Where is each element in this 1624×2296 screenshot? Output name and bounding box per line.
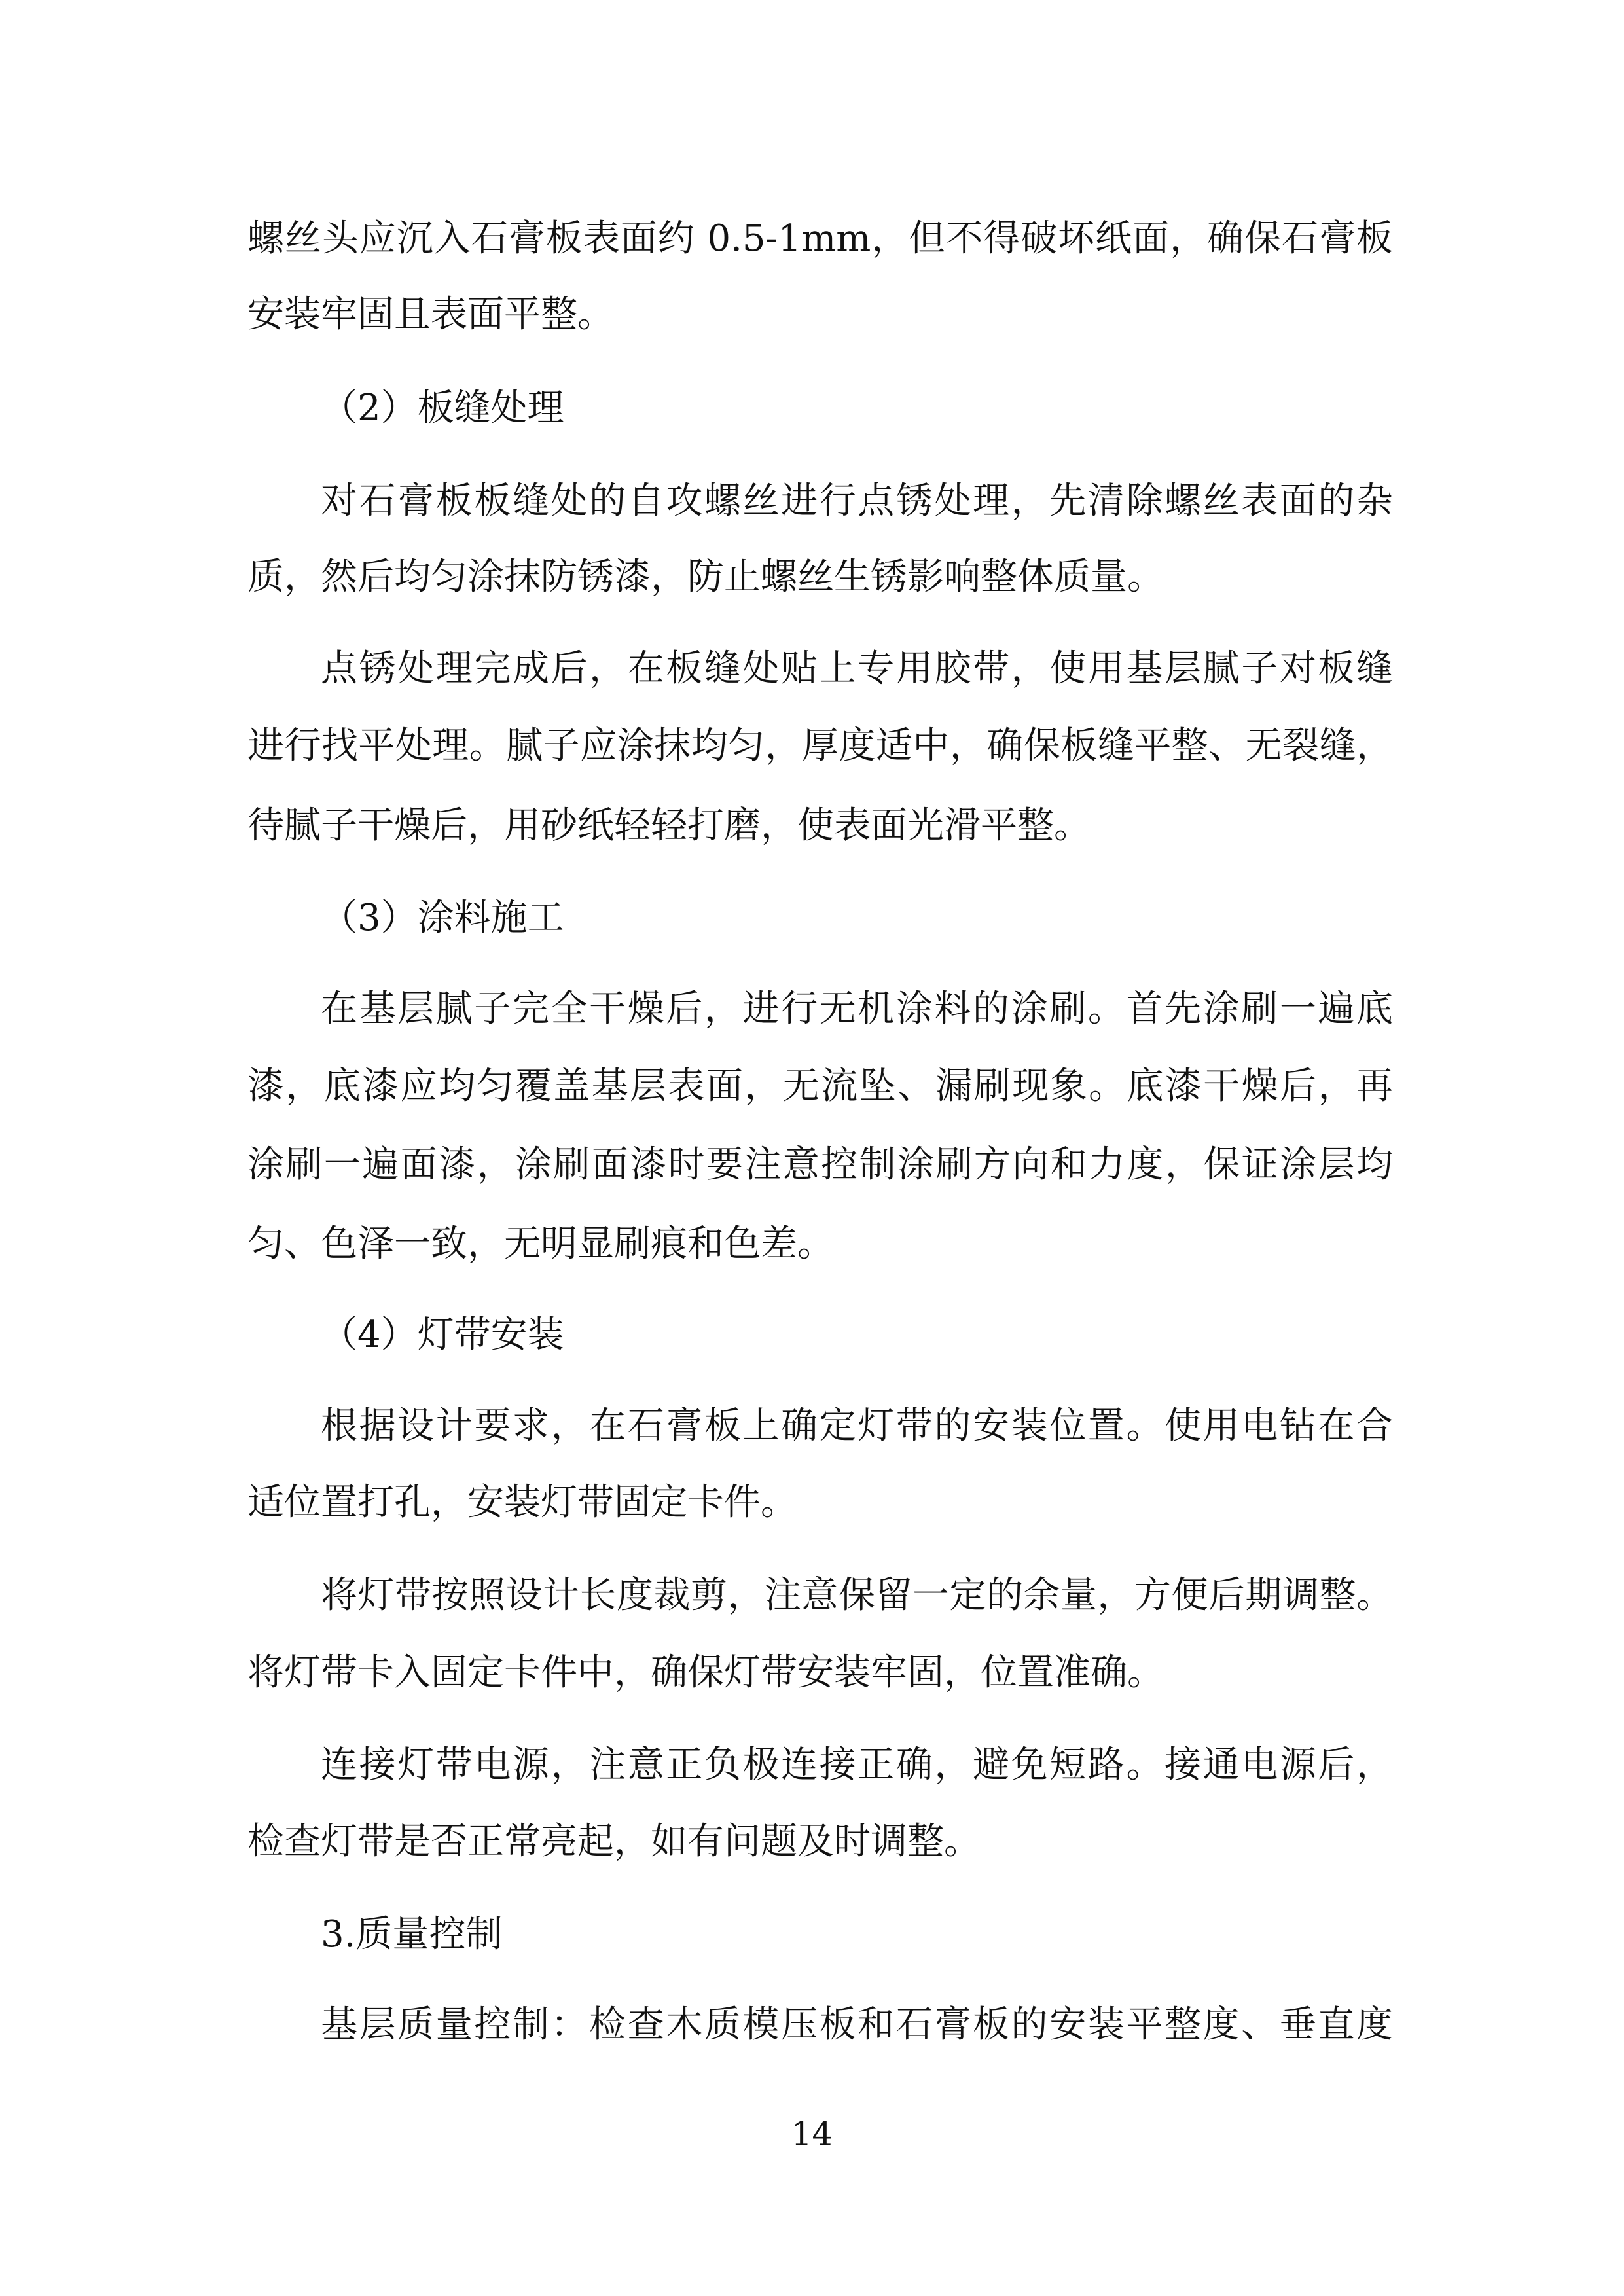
paragraph-line-4: 对石膏板板缝处的自攻螺丝进行点锈处理，先清除螺丝表面的杂 — [321, 480, 1393, 522]
paragraph-line-22: 基层质量控制：检查木质模压板和石膏板的安装平整度、垂直度 — [321, 2003, 1393, 2046]
section-heading-board-joint: （2）板缝处理 — [321, 387, 564, 429]
paragraph-line-5: 质，然后均匀涂抹防锈漆，防止螺丝生锈影响整体质量。 — [247, 556, 1164, 598]
paragraph-line-13: 匀、色泽一致，无明显刷痕和色差。 — [247, 1223, 834, 1265]
paragraph-line-12: 涂刷一遍面漆，涂刷面漆时要注意控制涂刷方向和力度，保证涂层均 — [247, 1143, 1393, 1186]
paragraph-line-1: 螺丝头应沉入石膏板表面约 0.5-1mm，但不得破坏纸面，确保石膏板 — [247, 217, 1393, 260]
section-heading-coating: （3）涂料施工 — [321, 897, 564, 939]
paragraph-line-11: 漆，底漆应均匀覆盖基层表面，无流坠、漏刷现象。底漆干燥后，再 — [247, 1065, 1393, 1107]
paragraph-line-16: 适位置打孔，安装灯带固定卡件。 — [247, 1481, 797, 1524]
paragraph-line-2: 安装牢固且表面平整。 — [247, 293, 614, 336]
paragraph-line-17: 将灯带按照设计长度裁剪，注意保留一定的余量，方便后期调整。 — [321, 1574, 1393, 1617]
paragraph-line-19: 连接灯带电源，注意正负极连接正确，避免短路。接通电源后， — [321, 1744, 1393, 1786]
paragraph-line-7: 进行找平处理。腻子应涂抹均匀，厚度适中，确保板缝平整、无裂缝， — [247, 725, 1393, 767]
section-heading-light-strip: （4）灯带安装 — [321, 1314, 564, 1356]
paragraph-line-8: 待腻子干燥后，用砂纸轻轻打磨，使表面光滑平整。 — [247, 804, 1091, 847]
page-number: 14 — [791, 2115, 833, 2153]
paragraph-line-18: 将灯带卡入固定卡件中，确保灯带安装牢固，位置准确。 — [247, 1651, 1164, 1694]
paragraph-line-10: 在基层腻子完全干燥后，进行无机涂料的涂刷。首先涂刷一遍底 — [321, 988, 1393, 1030]
paragraph-line-15: 根据设计要求，在石膏板上确定灯带的安装位置。使用电钻在合 — [321, 1405, 1393, 1447]
paragraph-line-20: 检查灯带是否正常亮起，如有问题及时调整。 — [247, 1820, 981, 1863]
paragraph-line-6: 点锈处理完成后，在板缝处贴上专用胶带，使用基层腻子对板缝 — [321, 647, 1393, 690]
section-heading-quality-control: 3.质量控制 — [321, 1913, 503, 1956]
